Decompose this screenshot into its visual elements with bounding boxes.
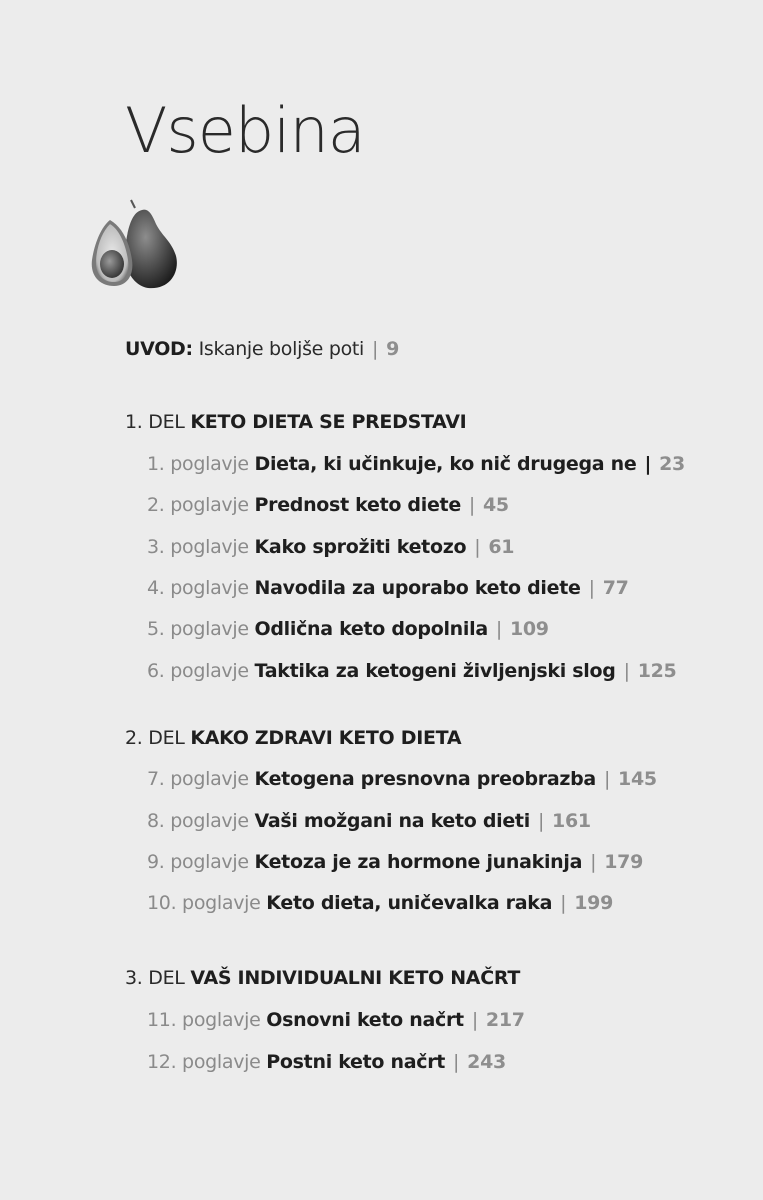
chapter-label: 6. poglavje <box>147 660 249 682</box>
page-number: 145 <box>618 768 657 790</box>
part-3-heading[interactable] <box>125 966 520 990</box>
page-number: 61 <box>488 536 515 558</box>
chapter-title: Vaši možgani na keto dieti <box>254 810 530 832</box>
intro-label: UVOD: <box>125 338 193 360</box>
chapter-title: Taktika za ketogeni življenjski slog <box>254 660 616 682</box>
part-1-heading[interactable] <box>125 410 466 434</box>
chapter-label: 9. poglavje <box>147 851 249 873</box>
chapter-label: 12. poglavje <box>147 1051 261 1073</box>
chapter-title: Osnovni keto načrt <box>266 1009 464 1031</box>
chapter-title: Odlična keto dopolnila <box>254 618 488 640</box>
part-2-heading[interactable] <box>125 726 461 750</box>
chapter-10-entry[interactable] <box>147 891 613 915</box>
chapter-1-entry[interactable] <box>147 452 685 476</box>
page-number: 9 <box>386 338 400 360</box>
intro-title: Iskanje boljše poti <box>198 338 365 360</box>
separator: | <box>644 453 652 475</box>
page-title: Vsebina <box>125 94 365 167</box>
separator: | <box>495 618 502 640</box>
chapter-label: 1. poglavje <box>147 453 249 475</box>
chapter-5-entry[interactable] <box>147 617 549 641</box>
page-number: 217 <box>485 1009 525 1031</box>
intro-entry[interactable] <box>125 337 399 361</box>
chapter-label: 3. poglavje <box>147 536 249 558</box>
chapter-9-entry[interactable] <box>147 850 643 874</box>
part-title: KAKO ZDRAVI KETO DIETA <box>190 727 462 749</box>
separator: | <box>471 1009 478 1031</box>
separator: | <box>623 660 630 682</box>
separator: | <box>588 577 595 599</box>
page-number: 161 <box>552 810 591 832</box>
chapter-title: Prednost keto diete <box>254 494 461 516</box>
separator: | <box>560 892 567 914</box>
chapter-7-entry[interactable] <box>147 767 657 791</box>
chapter-title: Navodila za uporabo keto diete <box>254 577 581 599</box>
separator: | <box>474 536 481 558</box>
chapter-label: 4. poglavje <box>147 577 249 599</box>
chapter-4-entry[interactable] <box>147 576 629 600</box>
part-label: 1. DEL <box>125 411 185 433</box>
separator: | <box>468 494 476 516</box>
separator: | <box>603 768 611 790</box>
page-number: 77 <box>602 577 629 599</box>
chapter-8-entry[interactable] <box>147 809 591 833</box>
separator: | <box>372 338 379 360</box>
part-title: KETO DIETA SE PREDSTAVI <box>190 411 467 433</box>
page-number: 109 <box>509 618 549 640</box>
chapter-title: Kako sprožiti ketozo <box>254 536 467 558</box>
chapter-label: 7. poglavje <box>147 768 249 790</box>
chapter-label: 2. poglavje <box>147 494 249 516</box>
chapter-title: Ketogena presnovna preobrazba <box>254 768 596 790</box>
avocado-illustration <box>84 198 184 292</box>
separator: | <box>453 1051 460 1073</box>
part-label: 2. DEL <box>125 727 185 749</box>
page-number: 23 <box>659 453 685 475</box>
separator: | <box>537 810 545 832</box>
page-number: 45 <box>483 494 509 516</box>
chapter-3-entry[interactable] <box>147 535 514 559</box>
chapter-title: Keto dieta, uničevalka raka <box>266 892 553 914</box>
chapter-title: Ketoza je za hormone junakinja <box>254 851 583 873</box>
part-label: 3. DEL <box>125 967 185 989</box>
part-title: VAŠ INDIVIDUALNI KETO NAČRT <box>190 967 520 989</box>
chapter-title: Postni keto načrt <box>266 1051 446 1073</box>
chapter-label: 8. poglavje <box>147 810 249 832</box>
page-number: 125 <box>637 660 677 682</box>
page-number: 243 <box>467 1051 506 1073</box>
chapter-label: 11. poglavje <box>147 1009 261 1031</box>
separator: | <box>590 851 597 873</box>
chapter-title: Dieta, ki učinkuje, ko nič drugega ne <box>254 453 637 475</box>
chapter-6-entry[interactable] <box>147 659 676 683</box>
page-number: 179 <box>604 851 644 873</box>
chapter-label: 5. poglavje <box>147 618 249 640</box>
chapter-11-entry[interactable] <box>147 1008 525 1032</box>
chapter-label: 10. poglavje <box>147 892 261 914</box>
chapter-12-entry[interactable] <box>147 1050 506 1074</box>
page-number: 199 <box>574 892 613 914</box>
chapter-2-entry[interactable] <box>147 493 509 517</box>
